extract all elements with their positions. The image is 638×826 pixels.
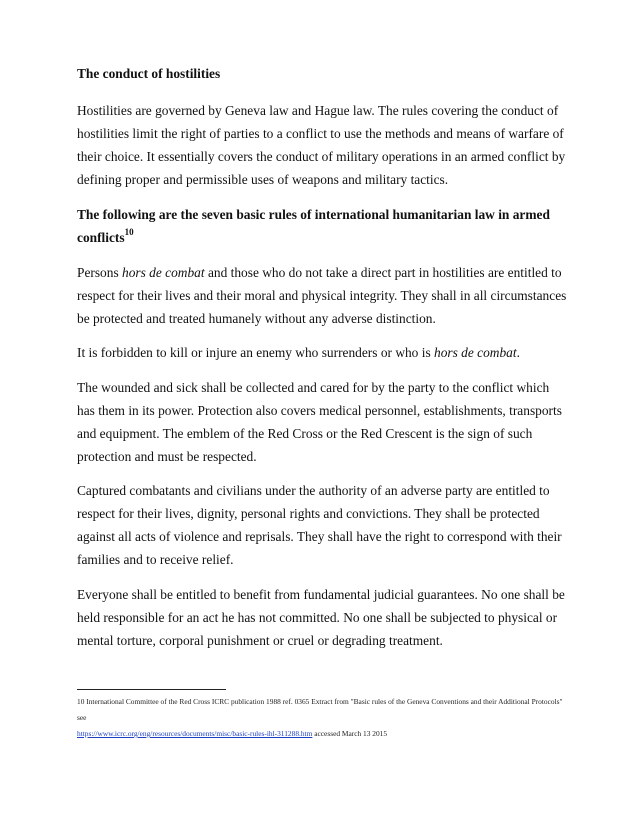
footnote-source: [77, 726, 567, 742]
rule-paragraph: [77, 341, 567, 364]
footnote-divider: [77, 689, 226, 690]
footnote-reference[interactable]: 10: [124, 227, 134, 238]
rule-text: It is forbidden to kill or injure an enemy who surrenders or who is: [77, 345, 435, 360]
rule-text: and those who do not take a direct part in hostilities are entitled to respect for their lives and their moral and physical integrity. They shall in all circumstances be protected and treated humanely without any adverse distinction.: [77, 264, 567, 326]
rule-text: .: [516, 345, 520, 360]
footnote: [77, 694, 567, 742]
rule-paragraph: Everyone shall be entitled to benefit from fundamental judicial guarantees. No one shall be held responsible for an act he has not committed. No one shall be subjected to physical or mental torture, corporal punishment or cruel or degrading treatment.: [77, 586, 565, 648]
footnote-link[interactable]: https://www.icrc.org/eng/resources/documents/misc/basic-rules-ihl-311288.htm: [77, 729, 313, 738]
rules-heading: [77, 203, 567, 249]
section-heading: The conduct of hostilities: [77, 66, 221, 81]
italic-term: hors de combat: [122, 264, 205, 280]
rule-text: Persons: [77, 264, 123, 280]
rule-paragraph: [77, 261, 567, 330]
rules-heading-text: The following are the seven basic rules of international humanitarian law in armed conflicts: [77, 206, 550, 245]
footnote-text: 10 International Committee of the Red Cross ICRC publication 1988 ref. 0365 Extract from "Basic rules of the Geneva Conventions and their Additional Protocols" see: [77, 697, 563, 722]
rule-paragraph: The wounded and sick shall be collected and cared for by the party to the conflict which has them in its power. Protection also covers medical personnel, establishments, transports and equipment. The emblem of the Red Cross or the Red Crescent is the sign of such protection and must be respected.: [77, 379, 562, 464]
italic-term: hors de combat: [434, 345, 517, 360]
rule-paragraph: Captured combatants and civilians under the authority of an adverse party are entitled to respect for their lives, dignity, personal rights and convictions. They shall be protected against all acts of violence and reprisals. They shall have the right to correspond with their families and to receive relief.: [77, 483, 562, 567]
footnote-accessed-date: accessed March 13 2015: [312, 729, 388, 738]
document-body: [77, 62, 567, 663]
paragraph-hostilities: Hostilities are governed by Geneva law and Hague law. The rules covering the conduct of hostilities limit the right of parties to a conflict to use the methods and means of warfare of their choice. It essentially covers the conduct of military operations in an armed conflict by defining proper and permissible uses of weapons and military tactics.: [77, 103, 566, 187]
